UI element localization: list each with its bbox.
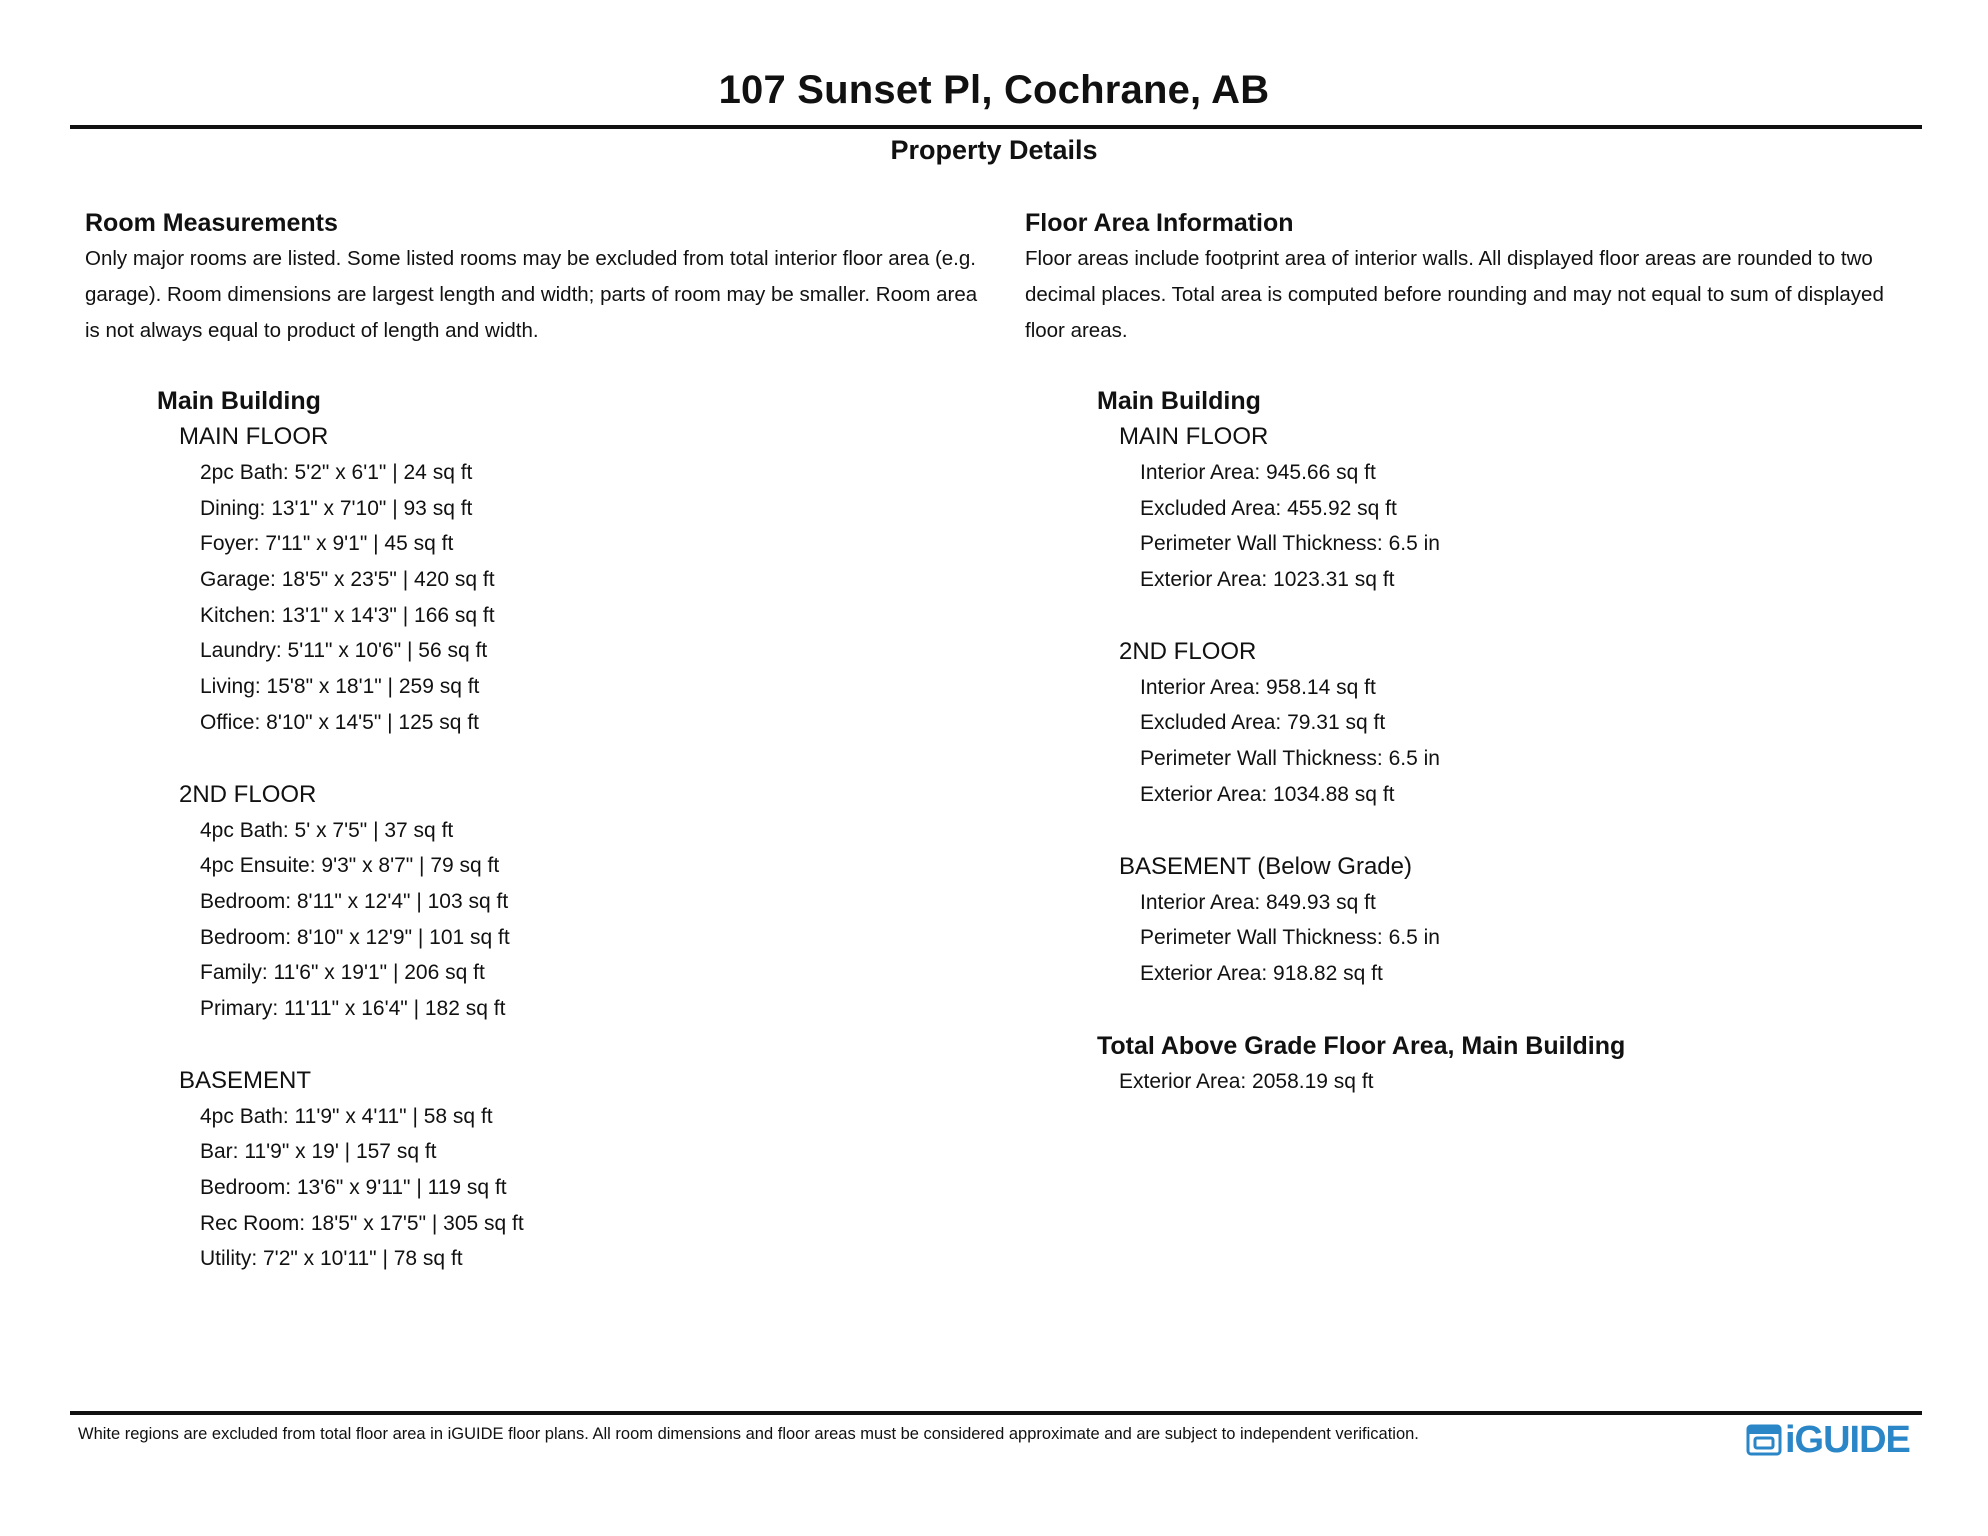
area-item: Exterior Area: 918.82 sq ft <box>1140 961 1383 985</box>
area-item: Excluded Area: 79.31 sq ft <box>1140 711 1386 735</box>
room-item: Living: 15'8" x 18'1" | 259 sq ft <box>200 675 480 699</box>
room-item: Laundry: 5'11" x 10'6" | 56 sq ft <box>200 639 488 663</box>
area-item: Interior Area: 958.14 sq ft <box>1140 675 1376 699</box>
area-item: Exterior Area: 1023.31 sq ft <box>1140 568 1395 592</box>
floor-heading: BASEMENT (Below Grade) <box>1119 852 1412 880</box>
floor-heading: MAIN FLOOR <box>1119 423 1269 450</box>
total-area-heading: Total Above Grade Floor Area, Main Building <box>1097 1031 1626 1060</box>
room-item: 4pc Ensuite: 9'3" x 8'7" | 79 sq ft <box>200 854 500 878</box>
room-item: Utility: 7'2" x 10'11" | 78 sq ft <box>200 1247 463 1271</box>
total-area-block <box>1025 1028 1925 1100</box>
room-item: Primary: 11'11" x 16'4" | 182 sq ft <box>200 996 506 1020</box>
room-item: Foyer: 7'11" x 9'1" | 45 sq ft <box>200 532 454 556</box>
title-divider <box>70 125 1922 129</box>
room-item: Family: 11'6" x 19'1" | 206 sq ft <box>200 961 485 985</box>
room-item: Dining: 13'1" x 7'10" | 93 sq ft <box>200 496 473 520</box>
page-subtitle: Property Details <box>890 135 1098 165</box>
floor-area-description: Floor areas include footprint area of interior walls. All displayed floor areas are rounded to two decimal places. Total area is computed before rounding and may not equal to sum of displayed floor areas. <box>1025 247 1884 342</box>
room-measurements-section <box>85 205 990 1313</box>
area-floor-basement <box>1025 849 1925 992</box>
area-floor-main <box>1025 419 1925 598</box>
area-item: Interior Area: 849.93 sq ft <box>1140 890 1376 914</box>
page-title: 107 Sunset Pl, Cochrane, AB <box>718 68 1270 112</box>
room-floor-basement <box>85 1063 990 1277</box>
room-item: Garage: 18'5" x 23'5" | 420 sq ft <box>200 568 495 592</box>
footer-disclaimer: White regions are excluded from total floor area in iGUIDE floor plans. All room dimensions and floor areas must be considered approximate and are subject to independent verification. <box>78 1425 1419 1443</box>
area-item: Exterior Area: 1034.88 sq ft <box>1140 782 1395 806</box>
iguide-logo-text: iGUIDE <box>1785 1419 1910 1461</box>
floor-heading: BASEMENT <box>179 1066 312 1094</box>
area-item: Interior Area: 945.66 sq ft <box>1140 461 1376 484</box>
area-floor-2nd <box>1025 634 1925 813</box>
floor-heading: 2ND FLOOR <box>1119 637 1257 665</box>
room-item: 2pc Bath: 5'2" x 6'1" | 24 sq ft <box>200 461 473 484</box>
room-item: 4pc Bath: 5' x 7'5" | 37 sq ft <box>200 818 454 842</box>
room-item: Kitchen: 13'1" x 14'3" | 166 sq ft <box>200 603 495 627</box>
area-item: Perimeter Wall Thickness: 6.5 in <box>1140 532 1440 556</box>
floor-heading: MAIN FLOOR <box>179 423 329 450</box>
footer-divider <box>70 1411 1922 1415</box>
iguide-logo <box>1746 1420 1910 1460</box>
room-floor-2nd <box>85 777 990 1027</box>
area-item: Perimeter Wall Thickness: 6.5 in <box>1140 747 1440 771</box>
area-building-heading: Main Building <box>1097 387 1261 415</box>
floor-heading: 2ND FLOOR <box>179 780 317 808</box>
room-measurements-description: Only major rooms are listed. Some listed rooms may be excluded from total interior floor area (e.g. garage). Room dimensions are largest length and width; parts of room may be smaller. Room area is not always equal to product of length and width. <box>85 247 978 342</box>
room-item: Bedroom: 8'11" x 12'4" | 103 sq ft <box>200 889 509 913</box>
floor-area-heading: Floor Area Information <box>1025 209 1294 237</box>
room-item: Bedroom: 8'10" x 12'9" | 101 sq ft <box>200 925 510 949</box>
room-floor-main <box>85 419 990 741</box>
room-item: Bedroom: 13'6" x 9'11" | 119 sq ft <box>200 1176 507 1199</box>
area-item: Perimeter Wall Thickness: 6.5 in <box>1140 926 1440 950</box>
room-item: Office: 8'10" x 14'5" | 125 sq ft <box>200 710 479 734</box>
iguide-logo-icon <box>1746 1423 1782 1457</box>
room-item: Bar: 11'9" x 19' | 157 sq ft <box>200 1140 437 1164</box>
room-measurements-heading: Room Measurements <box>85 209 338 237</box>
total-area-value: Exterior Area: 2058.19 sq ft <box>1119 1069 1374 1093</box>
area-item: Excluded Area: 455.92 sq ft <box>1140 496 1397 520</box>
room-item: 4pc Bath: 11'9" x 4'11" | 58 sq ft <box>200 1104 493 1128</box>
floor-area-section <box>1025 205 1925 1100</box>
room-item: Rec Room: 18'5" x 17'5" | 305 sq ft <box>200 1211 524 1235</box>
room-building-heading: Main Building <box>157 387 321 415</box>
